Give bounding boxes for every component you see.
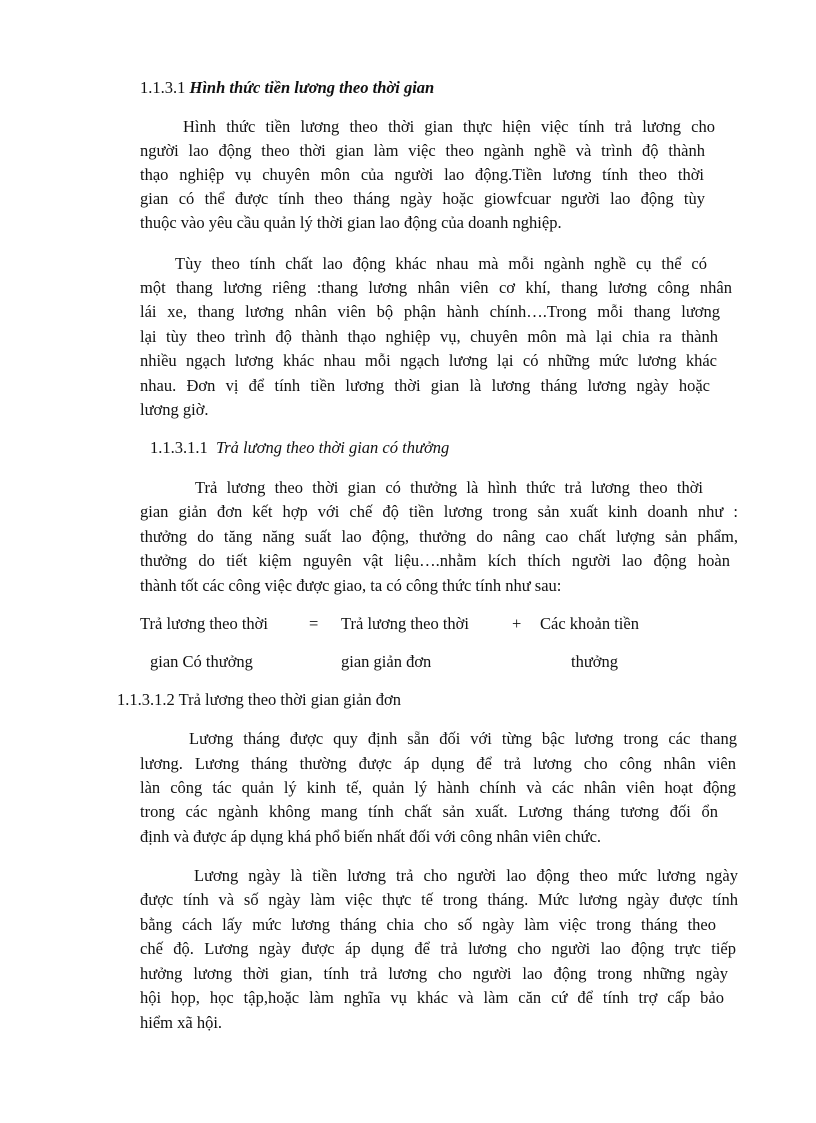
formula-term-1-cont: gian Có thưởng (150, 652, 253, 671)
paragraph-line: gian giản đơn kết hợp với chế độ tiền lương trong sản xuất kinh doanh như : (140, 502, 738, 521)
paragraph-line: người lao động theo thời gian làm việc theo ngành nghề và trình độ thành (140, 141, 705, 160)
paragraph-line: bằng cách lấy mức lương tháng chia cho số ngày làm việc trong tháng theo (140, 915, 716, 934)
paragraph-line: Lương tháng được quy định sẵn đối với từng bậc lương trong các thang (189, 729, 737, 748)
paragraph-line: làn công tác quản lý kinh tế, quản lý hành chính và các nhân viên hoạt động (140, 778, 736, 797)
heading-title: Trả lương theo thời gian có thưởng (216, 438, 450, 457)
paragraph-line: lái xe, thang lương nhân viên bộ phận hành chính….Trong mỗi thang lương (140, 302, 720, 321)
paragraph-line: lương. Lương tháng thường được áp dụng để trả lương cho công nhân viên (140, 754, 736, 773)
paragraph-line: một thang lương riêng :thang lương nhân viên cơ khí, thang lương công nhân (140, 278, 732, 297)
paragraph-line: nhau. Đơn vị để tính tiền lương thời gian là lương tháng lương ngày hoặc (140, 376, 710, 395)
formula-term-3-cont: thưởng (571, 652, 619, 671)
paragraph-line: hiểm xã hội. (140, 1013, 223, 1032)
paragraph-line: trong các ngành không mang tính chất sản xuất. Lương tháng tương đối ổn (140, 802, 718, 821)
paragraph-line: hưởng lương thời gian, tính trả lương cho người lao động trong những ngày (140, 964, 728, 983)
formula-plus: + (512, 614, 522, 633)
paragraph-line: định và được áp dụng khá phổ biến nhất đối với công nhân viên chức. (140, 827, 602, 846)
paragraph-line: lương giờ. (140, 400, 209, 419)
paragraph-line: được tính và số ngày làm việc thực tế trong tháng. Mức lương ngày được tính (140, 890, 738, 909)
formula-term-2-cont: gian giản đơn (341, 652, 432, 671)
heading-title: Hình thức tiền lương theo thời gian (189, 78, 435, 97)
paragraph-line: nhiều ngạch lương khác nhau mỗi ngạch lương lại có những mức lương khác (140, 351, 717, 370)
paragraph-line: thạo nghiệp vụ chuyên môn của người lao động.Tiền lương tính theo thời (140, 165, 704, 184)
formula-equals: = (309, 614, 319, 633)
heading-number: 1.1.3.1.1 (150, 438, 208, 457)
paragraph-line: Lương ngày là tiền lương trả cho người lao động theo mức lương ngày (194, 866, 738, 885)
formula-term-3: Các khoản tiền (540, 614, 639, 633)
formula-term-1: Trả lương theo thời (140, 614, 268, 633)
paragraph-line: thưởng do tiết kiệm nguyên vật liệu….nhằm kích thích người lao động hoàn (140, 551, 730, 570)
paragraph-line: chế độ. Lương ngày được áp dụng để trả lương cho người lao động trực tiếp (140, 939, 736, 958)
paragraph-line: thành tốt các công việc được giao, ta có công thức tính như sau: (140, 576, 562, 595)
paragraph-line: Tùy theo tính chất lao động khác nhau mà mỗi ngành nghề cụ thể có (175, 254, 707, 273)
paragraph-line: thuộc vào yêu cầu quản lý thời gian lao động của doanh nghiệp. (140, 213, 562, 232)
paragraph-line: thưởng do tăng năng suất lao động, thưởng do nâng cao chất lượng sản phẩm, (140, 527, 738, 546)
section-heading-1-1-3-1-1 (150, 437, 449, 459)
paragraph-line: Hình thức tiền lương theo thời gian thực hiện việc tính trả lương cho (183, 117, 715, 136)
paragraph-line: gian có thể được tính theo tháng ngày hoặc giowfcuar người lao động tùy (140, 189, 705, 208)
section-heading-1-1-3-1 (140, 77, 434, 99)
formula-term-2: Trả lương theo thời (341, 614, 469, 633)
heading-number: 1.1.3.1 (140, 78, 186, 97)
paragraph-line: lại tùy theo trình độ thành thạo nghiệp vụ, chuyên môn mà lại chia ra thành (140, 327, 718, 346)
section-heading-1-1-3-1-2: 1.1.3.1.2 Trả lương theo thời gian giản đơn (117, 690, 401, 709)
paragraph-line: Trả lương theo thời gian có thưởng là hình thức trả lương theo thời (195, 478, 703, 497)
paragraph-line: hội họp, học tập,hoặc làm nghĩa vụ khác và làm căn cứ để tính trợ cấp bảo (140, 988, 724, 1007)
